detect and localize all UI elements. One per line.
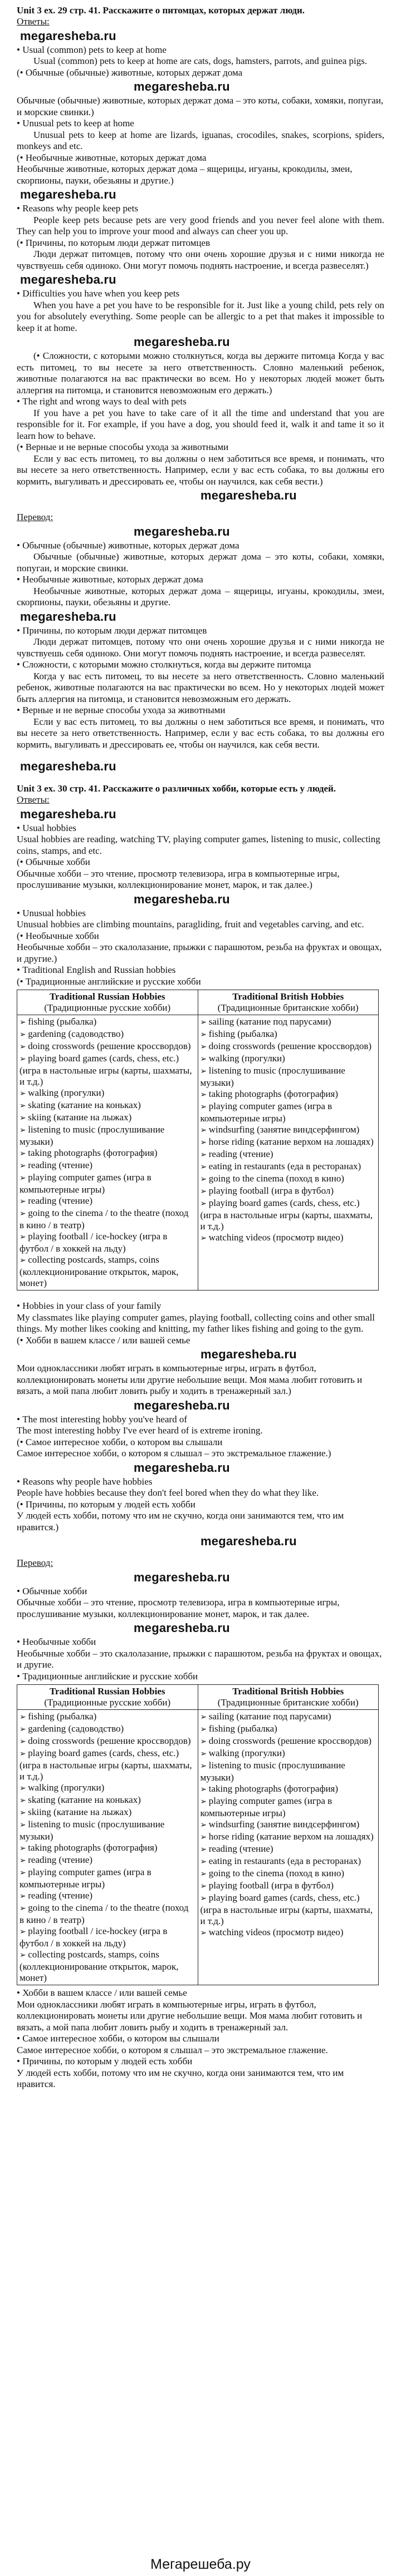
hobby-item: ➢ reading (чтение) <box>19 1855 195 1867</box>
bullet-heading: • Самое интересное хобби, о котором вы слышали <box>17 2033 384 2045</box>
bullet-heading: • Unusual hobbies <box>17 908 384 919</box>
site-watermark: megaresheba.ru <box>200 1534 297 1548</box>
hobby-item: ➢ taking photographs (фотография) <box>200 1783 376 1796</box>
hobby-item: ➢ windsurfing (занятие виндсерфингом) <box>200 1124 376 1136</box>
text-line: (• Самое интересное хобби, о котором вы слышали <box>17 1436 223 1447</box>
text-line: (• Обычные хобби <box>17 857 90 867</box>
paragraph: Люди держат питомцев, потому что они очень хорошие друзья и с ними никогда не чувствуешь себя одиноко. Они могут помочь поднять настроение, и всегда развеселят.) <box>17 249 384 271</box>
text-line: Обычные (обычные) животные, которых держат дома – это коты, собаки, хомяки, попугаи, и морские свинки.) <box>17 95 384 117</box>
answers-label-ex-29: Ответы: <box>17 16 50 27</box>
hobbies-table-translation <box>17 1684 379 1985</box>
site-watermark: megaresheba.ru <box>134 1621 230 1635</box>
text-line: У людей есть хобби, потому что им не скучно, когда они занимаются тем, что им нравится.) <box>17 1510 344 1532</box>
hobby-item: ➢ playing computer games (игра в компьютерные игры) <box>19 1172 195 1195</box>
russian-hobbies-title-2: Traditional Russian Hobbies <box>49 1686 165 1697</box>
bullet-heading: • Необычные хобби <box>17 1636 384 1648</box>
bullet-heading: • The right and wrong ways to deal with pets <box>17 396 384 408</box>
hobby-item: ➢ walking (прогулки) <box>19 1782 195 1794</box>
footer-site-brand: Мегарешеба.ру <box>150 2557 251 2572</box>
translation-label: Перевод: <box>17 1558 53 1568</box>
translation-label: Перевод: <box>17 512 53 522</box>
ex-30-after-table <box>17 1293 384 1682</box>
hobby-item: ➢ doing crosswords (решение кроссвордов) <box>200 1736 376 1748</box>
hobby-item: ➢ playing board games (cards, chess, etc.) (игра в настольные игры (карты, шахматы, и т.д.) <box>19 1748 195 1782</box>
british-hobbies-cell <box>198 1015 379 1291</box>
unit-3-ex-30-heading: Unit 3 ex. 30 стр. 41. Расскажите о различных хобби, которые есть у людей. <box>17 783 336 794</box>
text-line: People have hobbies because they don't feel bored when they do what they like. <box>17 1487 319 1498</box>
paragraph: (• Сложности, с которыми можно столкнуться, когда вы держите питомца Когда у вас есть питомец, то вы несете за него ответственность. Словно маленький ребенок, животные полагаются на вас практически во всем. Но у некоторых людей может быть аллергия на питомца, и становится невозможным его держать.) <box>17 350 384 395</box>
hobby-item: ➢ going to the cinema (поход в кино) <box>200 1173 376 1185</box>
site-watermark: megaresheba.ru <box>134 1460 230 1475</box>
british-hobbies-list <box>200 1016 376 1244</box>
text-line: (• Причины, по которым люди держат питомцев <box>17 237 211 248</box>
paragraph: Usual (common) pets to keep at home are cats, dogs, hamsters, parrots, and guinea pigs. <box>33 56 368 66</box>
text-line: (• Обычные (обычные) животные, которых держат дома <box>17 67 243 78</box>
hobby-item: ➢ skating (катание на коньках) <box>19 1100 195 1112</box>
bullet-heading: • Причины, по которым люди держат питомцев <box>17 625 384 637</box>
hobby-item: ➢ horse riding (катание верхом на лошадях) <box>200 1136 376 1149</box>
hobby-item: ➢ doing crosswords (решение кроссвордов) <box>19 1041 195 1053</box>
british-hobbies-header <box>198 990 379 1015</box>
bullet-heading: • Обычные (обычные) животные, которых держат дома <box>17 540 384 552</box>
bullet-heading: • Традиционные английские и русские хобби <box>17 1671 384 1683</box>
text-line: Обычные хобби – это чтение, просмотр телевизора, игра в компьютерные игры, прослушивание музыки, коллекционирование монет, марок, и так далее.) <box>17 868 340 890</box>
hobby-item: ➢ going to the cinema (поход в кино) <box>200 1868 376 1880</box>
hobby-item: ➢ playing board games (cards, chess, etc.) (игра в настольные игры (карты, шахматы, и т.д.) <box>200 1892 376 1927</box>
british-hobbies-subtitle: (Традиционные британские хобби) <box>217 1002 359 1013</box>
british-hobbies-list-2 <box>200 1711 376 1939</box>
paragraph: Люди держат питомцев, потому что они очень хорошие друзья и с ними никогда не чувствуешь себя одиноко. Они могут помочь поднять настроение, и всегда развеселят. <box>17 636 384 659</box>
hobby-item: ➢ fishing (рыбалка) <box>200 1029 376 1041</box>
bullet-heading: • Difficulties you have when you keep pets <box>17 288 384 300</box>
paragraph: Unusual pets to keep at home are lizards, iguanas, crocodiles, snakes, scorpions, spiders, monkeys and etc. <box>17 129 384 151</box>
paragraph: People keep pets because pets are very good friends and you never feel alone with them. They can help you to improve your mood and always can cheer you up. <box>17 214 384 236</box>
russian-hobbies-title: Traditional Russian Hobbies <box>49 991 165 1002</box>
paragraph: Обычные (обычные) животные, которых держат дома – это коты, собаки, хомяки, попугаи, и морские свинки. <box>17 551 384 573</box>
hobby-item: ➢ reading (чтение) <box>19 1195 195 1208</box>
hobby-item: ➢ horse riding (катание верхом на лошадях) <box>200 1831 376 1843</box>
hobby-item: ➢ doing crosswords (решение кроссвордов) <box>19 1736 195 1748</box>
bullet-heading: • Обычные хобби <box>17 1586 384 1598</box>
ex-29-content <box>17 29 384 774</box>
hobby-item: ➢ going to the cinema / to the theatre (поход в кино / в театр) <box>19 1208 195 1231</box>
answers-label-ex-30: Ответы: <box>17 794 50 805</box>
site-watermark: megaresheba.ru <box>134 892 230 906</box>
site-watermark: megaresheba.ru <box>134 1570 230 1584</box>
text-line: (• Традиционные английские и русские хобби <box>17 976 201 987</box>
russian-hobbies-header <box>17 990 198 1015</box>
british-hobbies-title-2: Traditional British Hobbies <box>232 1686 344 1697</box>
british-hobbies-header-2 <box>198 1685 379 1710</box>
hobby-item: ➢ collecting postcards, stamps, coins (коллекционирование открыток, марок, монет) <box>19 1254 195 1289</box>
russian-hobbies-list <box>19 1016 195 1289</box>
text-line: Обычные хобби – это чтение, просмотр телевизора, игра в компьютерные игры, прослушивание музыки, коллекционирование монет, марок, и так далее. <box>17 1597 340 1619</box>
text-line: The most interesting hobby I've ever heard of is extreme ironing. <box>17 1425 263 1436</box>
spacer <box>17 750 384 758</box>
hobby-item: ➢ listening to music (прослушивание музыки) <box>200 1065 376 1089</box>
site-watermark: megaresheba.ru <box>20 759 116 773</box>
paragraph: Необычные животные, которых держат дома – ящерицы, игуаны, крокодилы, змеи, скорпионы, пауки, обезьяны и другие. <box>17 585 384 607</box>
text-line: Самое интересное хобби, о котором я слышал – это экстремальное глажение.) <box>17 1448 331 1458</box>
hobby-item: ➢ skating (катание на коньках) <box>19 1794 195 1807</box>
hobby-item: ➢ playing computer games (игра в компьютерные игры) <box>200 1101 376 1124</box>
hobby-item: ➢ taking photographs (фотография) <box>19 1842 195 1855</box>
hobby-item: ➢ taking photographs (фотография) <box>19 1148 195 1160</box>
hobby-item: ➢ playing football (игра в футбол) <box>200 1185 376 1198</box>
text-line: Мои одноклассники любят играть в компьютерные игры, играть в футбол, коллекционировать монеты или другие небольшие вещи. Моя мама любит готовить и вязать, а мой папа любит ловить рыбу и ходить в тренажерный зал. <box>17 1999 363 2033</box>
hobby-item: ➢ walking (прогулки) <box>200 1748 376 1760</box>
hobby-item: ➢ reading (чтение) <box>200 1843 376 1856</box>
text-line: У людей есть хобби, потому что им не скучно, когда они занимаются тем, что им нравится. <box>17 2067 344 2089</box>
document-body <box>17 4 384 2090</box>
hobby-item: ➢ walking (прогулки) <box>200 1053 376 1065</box>
site-watermark: megaresheba.ru <box>200 488 297 502</box>
british-hobbies-subtitle-2: (Традиционные британские хобби) <box>217 1697 359 1708</box>
text-line: Мои одноклассники любят играть в компьютерные игры, играть в футбол, коллекционировать монеты или другие небольшие вещи. Моя мама любит готовить и вязать, а мой папа любит ловить рыбу и ходить в тренажерный зал.) <box>17 1363 363 1396</box>
hobby-item: ➢ collecting postcards, stamps, coins (коллекционирование открыток, марок, монет) <box>19 1949 195 1984</box>
bullet-heading: • Причины, по которым у людей есть хобби <box>17 2056 384 2068</box>
hobby-item: ➢ playing football / ice-hockey (игра в футбол / в хоккей на льду) <box>19 1231 195 1254</box>
hobby-item: ➢ fishing (рыбалка) <box>19 1016 195 1029</box>
hobby-item: ➢ sailing (катание под парусами) <box>200 1711 376 1723</box>
bullet-heading: • Unusual pets to keep at home <box>17 118 384 130</box>
russian-hobbies-subtitle-2: (Традиционные русские хобби) <box>44 1697 171 1708</box>
site-watermark: megaresheba.ru <box>20 273 116 286</box>
hobby-item: ➢ going to the cinema / to the theatre (поход в кино / в театр) <box>19 1902 195 1926</box>
site-watermark: megaresheba.ru <box>20 28 116 43</box>
hobby-item: ➢ playing football (игра в футбол) <box>200 1880 376 1892</box>
hobby-item: ➢ fishing (рыбалка) <box>200 1723 376 1736</box>
site-watermark: megaresheba.ru <box>134 335 230 349</box>
site-watermark: megaresheba.ru <box>20 609 116 624</box>
hobby-item: ➢ skiing (катание на лыжах) <box>19 1112 195 1124</box>
hobby-item: ➢ playing computer games (игра в компьютерные игры) <box>200 1796 376 1819</box>
russian-hobbies-subtitle: (Традиционные русские хобби) <box>44 1002 171 1013</box>
hobby-item: ➢ eating in restaurants (еда в ресторанах) <box>200 1856 376 1868</box>
bullet-heading: • Необычные животные, которых держат дома <box>17 574 384 586</box>
bullet-heading: • Верные и не верные способы ухода за животными <box>17 705 384 716</box>
paragraph: If you have a pet you have to take care of it all the time and understand that you are responsible for it. For example, if you have a dog, you should feed it, walk it and tame it so it learn how to behave. <box>17 407 384 441</box>
russian-hobbies-list-2 <box>19 1711 195 1984</box>
hobby-item: ➢ listening to music (прослушивание музыки) <box>200 1760 376 1783</box>
hobby-item: ➢ playing board games (cards, chess, etc.) (игра в настольные игры (карты, шахматы, и т.д.) <box>200 1198 376 1232</box>
hobby-item: ➢ reading (чтение) <box>19 1890 195 1902</box>
hobby-item: ➢ playing computer games (игра в компьютерные игры) <box>19 1867 195 1890</box>
hobby-item: ➢ sailing (катание под парусами) <box>200 1016 376 1029</box>
paragraph: Если у вас есть питомец, то вы должны о нем заботиться все время, и понимать, что вы несете за него ответственность. Например, если у вас есть собака, то вы должны его кормить, выгуливать и дрессировать ее, чтобы он научился, как себя вести. <box>17 716 384 750</box>
ex-30-final <box>17 1987 384 2090</box>
hobby-item: ➢ reading (чтение) <box>19 1160 195 1172</box>
spacer <box>17 1293 384 1301</box>
hobby-item: ➢ walking (прогулки) <box>19 1087 195 1100</box>
hobby-item: ➢ windsurfing (занятие виндсерфингом) <box>200 1819 376 1831</box>
text-line: (• Необычные хобби <box>17 930 99 941</box>
text-line: (• Необычные животные, которых держат дома <box>17 152 207 163</box>
hobby-item: ➢ fishing (рыбалка) <box>19 1711 195 1723</box>
site-watermark: megaresheba.ru <box>20 807 116 821</box>
text-line: Usual hobbies are reading, watching TV, playing computer games, listening to music, collecting coins, stamps, and etc. <box>17 834 380 856</box>
ex-30-intro <box>17 808 384 988</box>
paragraph: Когда у вас есть питомец, то вы несете за него ответственность. Словно маленький ребенок, животные полагаются на вас практически во всем. Но у некоторых людей может быть аллергия на питомца, и становится невозможным его держать. <box>17 670 384 704</box>
hobby-item: ➢ doing crosswords (решение кроссвордов) <box>200 1041 376 1053</box>
spacer <box>17 1550 384 1558</box>
hobby-item: ➢ reading (чтение) <box>200 1149 376 1161</box>
hobby-item: ➢ playing football / ice-hockey (игра в футбол / в хоккей на льду) <box>19 1926 195 1949</box>
bullet-heading: • Usual (common) pets to keep at home <box>17 45 384 56</box>
bullet-heading: • Hobbies in your class of your family <box>17 1301 384 1312</box>
paragraph: When you have a pet you have to be responsible for it. Just like a young child, pets rely on you for absolutely everything. Some people can be allergic to a pet that makes it impossible to keep it at home. <box>17 299 384 333</box>
hobby-item: ➢ listening to music (прослушивание музыки) <box>19 1124 195 1148</box>
bullet-heading: • Reasons why people keep pets <box>17 203 384 215</box>
hobby-item: ➢ gardening (садоводство) <box>19 1723 195 1736</box>
russian-hobbies-cell <box>17 1015 198 1291</box>
text-line: Unusual hobbies are climbing mountains, paragliding, fruit and vegetables carving, and etc. <box>17 919 364 929</box>
bullet-heading: • Сложности, с которыми можно столкнуться, когда вы держите питомца <box>17 659 384 671</box>
bullet-heading: • The most interesting hobby you've heard of <box>17 1414 384 1426</box>
unit-3-ex-29-heading: Unit 3 ex. 29 стр. 41. Расскажите о питомцах, которых держат люди. <box>17 5 305 16</box>
text-line: Самое интересное хобби, о котором я слышал – это экстремальное глажение. <box>17 2044 328 2055</box>
hobby-item: ➢ listening to music (прослушивание музыки) <box>19 1819 195 1842</box>
site-watermark: megaresheba.ru <box>200 1347 297 1361</box>
bullet-heading: • Usual hobbies <box>17 823 384 834</box>
hobby-item: ➢ watching videos (просмотр видео) <box>200 1232 376 1244</box>
british-hobbies-title: Traditional British Hobbies <box>232 991 344 1002</box>
bullet-heading: • Reasons why people have hobbies <box>17 1476 384 1488</box>
hobbies-table <box>17 990 379 1291</box>
bullet-heading: • Traditional English and Russian hobbies <box>17 965 384 976</box>
hobby-item: ➢ skiing (катание на лыжах) <box>19 1807 195 1819</box>
text-line: Необычные хобби – это скалолазание, прыжки с парашютом, резьба на фруктах и овощах, и другие. <box>17 1648 382 1670</box>
text-line: (• Хобби в вашем классе / или вашей семье <box>17 1334 190 1346</box>
site-watermark: megaresheba.ru <box>134 1398 230 1412</box>
text-line: (• Причины, по которым у людей есть хобби <box>17 1499 195 1510</box>
paragraph: Если у вас есть питомец, то вы должны о нем заботиться все время, и понимать, что вы несете за него ответственность. Например, если у вас есть собака, то вы должны его кормить, выгуливать и дрессировать ее, чтобы он научился, как себя вести.) <box>17 453 384 487</box>
text-line: My classmates like playing computer games, playing football, collecting coins and other small things. My mother likes cooking and knitting, my father likes fishing and going to the gym. <box>17 1312 375 1334</box>
site-watermark: megaresheba.ru <box>134 524 230 538</box>
hobby-item: ➢ watching videos (просмотр видео) <box>200 1927 376 1939</box>
russian-hobbies-cell-2 <box>17 1710 198 1985</box>
bullet-heading: • Хобби в вашем классе / или вашей семье <box>17 1987 384 1999</box>
text-line: (• Верные и не верные способы ухода за животными <box>17 442 229 452</box>
hobby-item: ➢ eating in restaurants (еда в ресторанах) <box>200 1161 376 1173</box>
hobby-item: ➢ gardening (садоводство) <box>19 1029 195 1041</box>
british-hobbies-cell-2 <box>198 1710 379 1985</box>
text-line: Необычные животные, которых держат дома – ящерицы, игуаны, крокодилы, змеи, скорпионы, пауки, обезьяны и другие.) <box>17 164 353 186</box>
spacer <box>17 504 384 512</box>
site-watermark: megaresheba.ru <box>20 187 116 201</box>
site-watermark: megaresheba.ru <box>134 80 230 93</box>
hobby-item: ➢ taking photographs (фотография) <box>200 1089 376 1101</box>
hobby-item: ➢ playing board games (cards, chess, etc.) (игра в настольные игры (карты, шахматы, и т.д.) <box>19 1053 195 1087</box>
text-line: Необычные хобби – это скалолазание, прыжки с парашютом, резьба на фруктах и овощах, и другие.) <box>17 942 382 964</box>
russian-hobbies-header-2 <box>17 1685 198 1710</box>
